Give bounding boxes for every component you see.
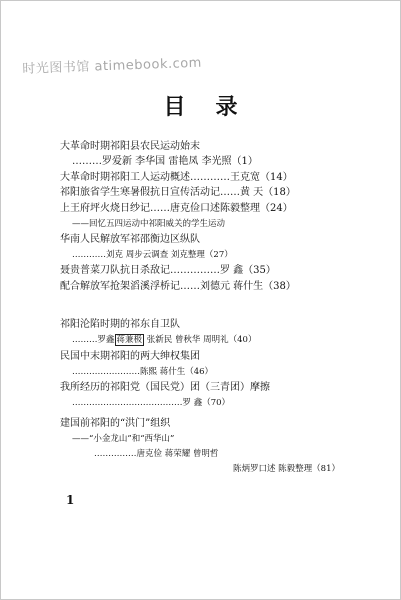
boxed-author-name: 蒋兼极: [116, 335, 143, 345]
toc-entry-authors: …………………………………罗 鑫（70）: [72, 398, 231, 408]
toc-entry-leader: ……黄 天（18）: [220, 187, 296, 198]
toc-entry-authors-post: 张新民 曾秋华 周明礼（40）: [144, 335, 257, 345]
toc-entry: [60, 202, 340, 216]
toc-entry: [60, 171, 340, 185]
toc-entry-subtitle: ——“小金龙山”和“西华山”: [72, 434, 175, 444]
page-title: 目录: [163, 94, 268, 120]
toc-entry-subtitle: ——回忆五四运动中祁阳威关的学生运动: [72, 219, 226, 229]
toc-entry: 祁阳沦陷时期的祁东自卫队: [60, 319, 180, 330]
toc-entry-authors: 陈炳罗口述 陈毅整理（81）: [232, 464, 340, 474]
toc-entry: 华南人民解放军祁邵衡边区纵队: [60, 234, 200, 245]
toc-entry-title: 配合解放军抢架滔溪浮桥记: [60, 281, 180, 292]
toc-entry-authors: ……………………陈熙 蒋什生（46）: [72, 367, 214, 377]
toc-entry-leader: ……………罗 鑫（35）: [170, 265, 276, 276]
toc-entry: 建国前祁阳的“洪门”组织: [60, 418, 171, 429]
toc-entry-authors: ………罗爱新 李华国 雷艳凤 李光照（1）: [72, 156, 258, 167]
toc-entry-leader: ……唐克俭口述陈毅整理（24）: [150, 203, 293, 214]
toc-entry: 我所经历的祁阳党（国民党）团（三青团）摩擦: [60, 382, 270, 393]
toc-entry-title: 上王府坪火烧日纱记: [60, 203, 150, 214]
toc-entry-authors-pre: ………罗鑫: [72, 335, 115, 345]
toc-entry-title: 聂贵普菜刀队抗日杀敌记: [60, 265, 170, 276]
toc-entry: [60, 264, 340, 278]
toc-entry: 大革命时期祁阳县农民运动始末: [60, 141, 200, 152]
toc-entry-title: 大革命时期祁阳工人运动概述: [60, 172, 190, 183]
toc-entry: [60, 186, 340, 200]
toc-entry-leader: ……刘德元 蒋什生（38）: [180, 281, 296, 292]
toc-entry: 民国中末期祁阳的两大绅权集团: [60, 351, 200, 362]
page-number: 1: [66, 493, 75, 507]
toc-entry-leader: …………王克宽（14）: [190, 172, 293, 183]
toc-entry-title: 祁阳旅省学生寒暑假抗日宣传活动记: [60, 187, 220, 198]
watermark: 时光图书馆 atimebook.com: [22, 55, 203, 77]
toc-entry-authors: …………刘克 周步云调查 刘克整理（27）: [72, 250, 233, 260]
toc-entry: [60, 280, 340, 294]
toc-entry-authors: [72, 333, 340, 347]
toc-entry-authors: ……………唐克俭 蒋荣耀 曾明哲: [94, 449, 219, 459]
